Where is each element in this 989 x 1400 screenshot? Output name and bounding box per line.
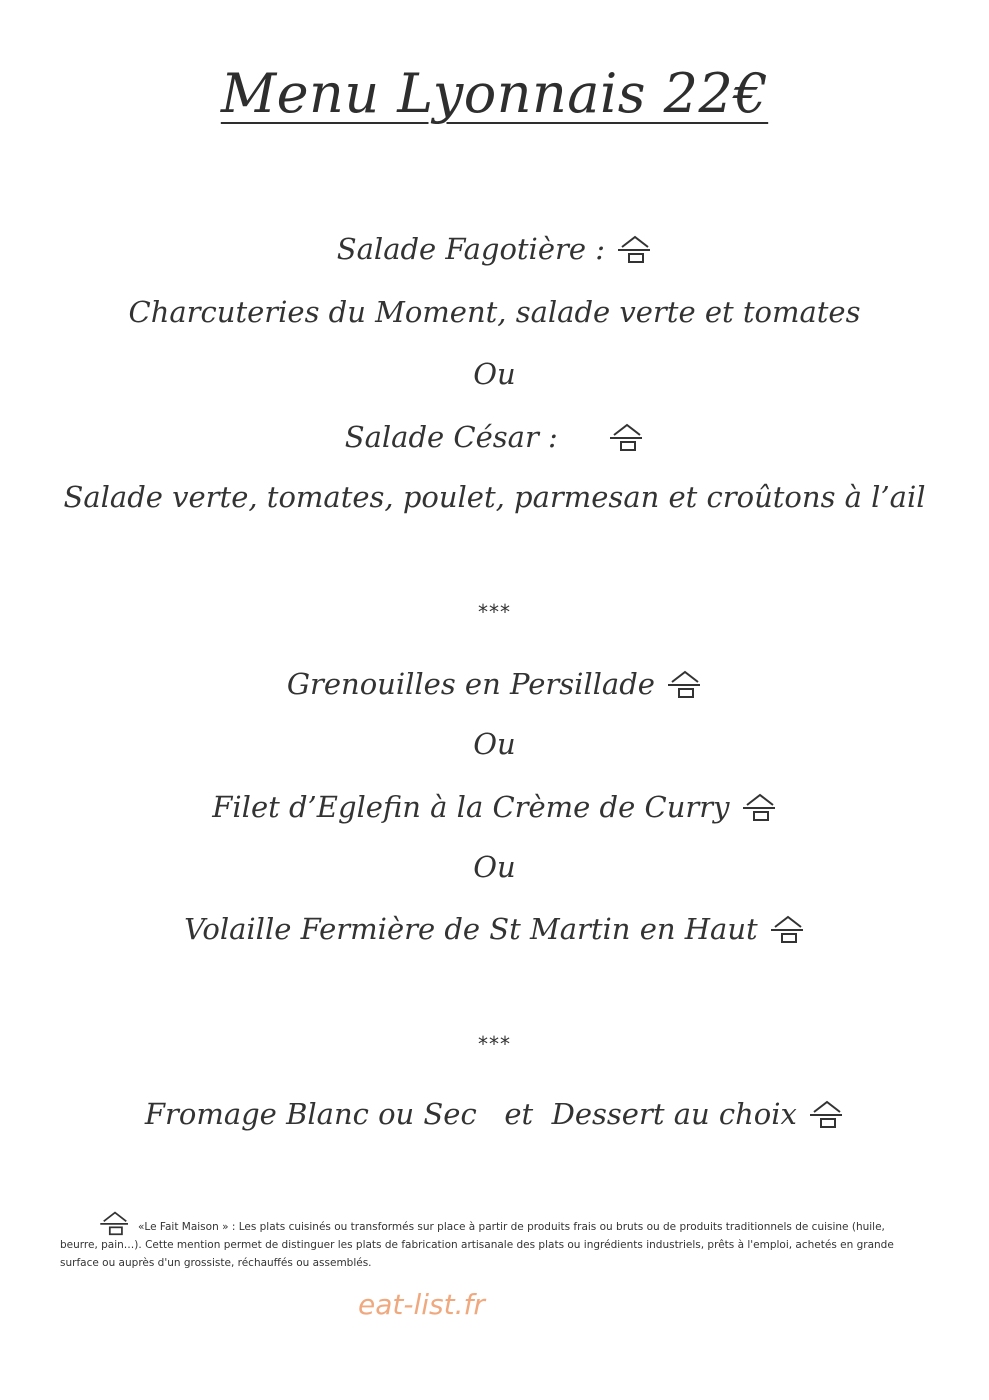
entree-1-name: Salade Fagotière : <box>336 232 606 266</box>
entree-2-name: Salade César : <box>344 420 558 454</box>
or-separator: Ou <box>473 850 516 884</box>
fait-maison-icon <box>771 914 805 944</box>
plat-1-line <box>0 665 989 701</box>
section-separator: *** <box>478 600 511 624</box>
fait-maison-icon <box>610 422 644 452</box>
plat-1-name: Grenouilles en Persillade <box>286 667 655 701</box>
fait-maison-footnote <box>60 1210 920 1272</box>
plat-2-line <box>0 788 989 824</box>
entree-1-name-line <box>0 230 989 266</box>
fait-maison-icon <box>743 792 777 822</box>
or-separator: Ou <box>473 727 516 761</box>
entree-2-name-line <box>0 418 989 454</box>
footnote-text: «Le Fait Maison » : Les plats cuisinés ou transformés sur place à partir de produits frais ou bruts ou de produits traditionnels de cuisine (huile, beurre, pain…). Cette mention permet de distinguer les plats de fabrication artisanale des plats ou ingrédients industriels, prêts à l'emploi, achetés en grande surface ou auprès d'un grossiste, réchauffés ou assemblés. <box>60 1221 894 1269</box>
section-separator: *** <box>478 1032 511 1056</box>
dessert-line <box>0 1095 989 1131</box>
menu-title: Menu Lyonnais 22€ <box>220 62 769 125</box>
watermark: eat-list.fr <box>358 1288 485 1321</box>
dessert-text: Fromage Blanc ou Sec et Dessert au choix <box>144 1097 797 1131</box>
entree-2-description: Salade verte, tomates, poulet, parmesan et croûtons à l’ail <box>63 480 926 514</box>
plat-3-name: Volaille Fermière de St Martin en Haut <box>184 912 758 946</box>
plat-2-name: Filet d’Eglefin à la Crème de Curry <box>212 790 730 824</box>
fait-maison-icon <box>810 1099 844 1129</box>
or-separator: Ou <box>473 357 516 391</box>
plat-3-line <box>0 910 989 946</box>
fait-maison-icon <box>668 669 702 699</box>
fait-maison-icon <box>618 234 652 264</box>
fait-maison-icon <box>100 1210 130 1236</box>
entree-1-description: Charcuteries du Moment, salade verte et tomates <box>128 295 861 329</box>
